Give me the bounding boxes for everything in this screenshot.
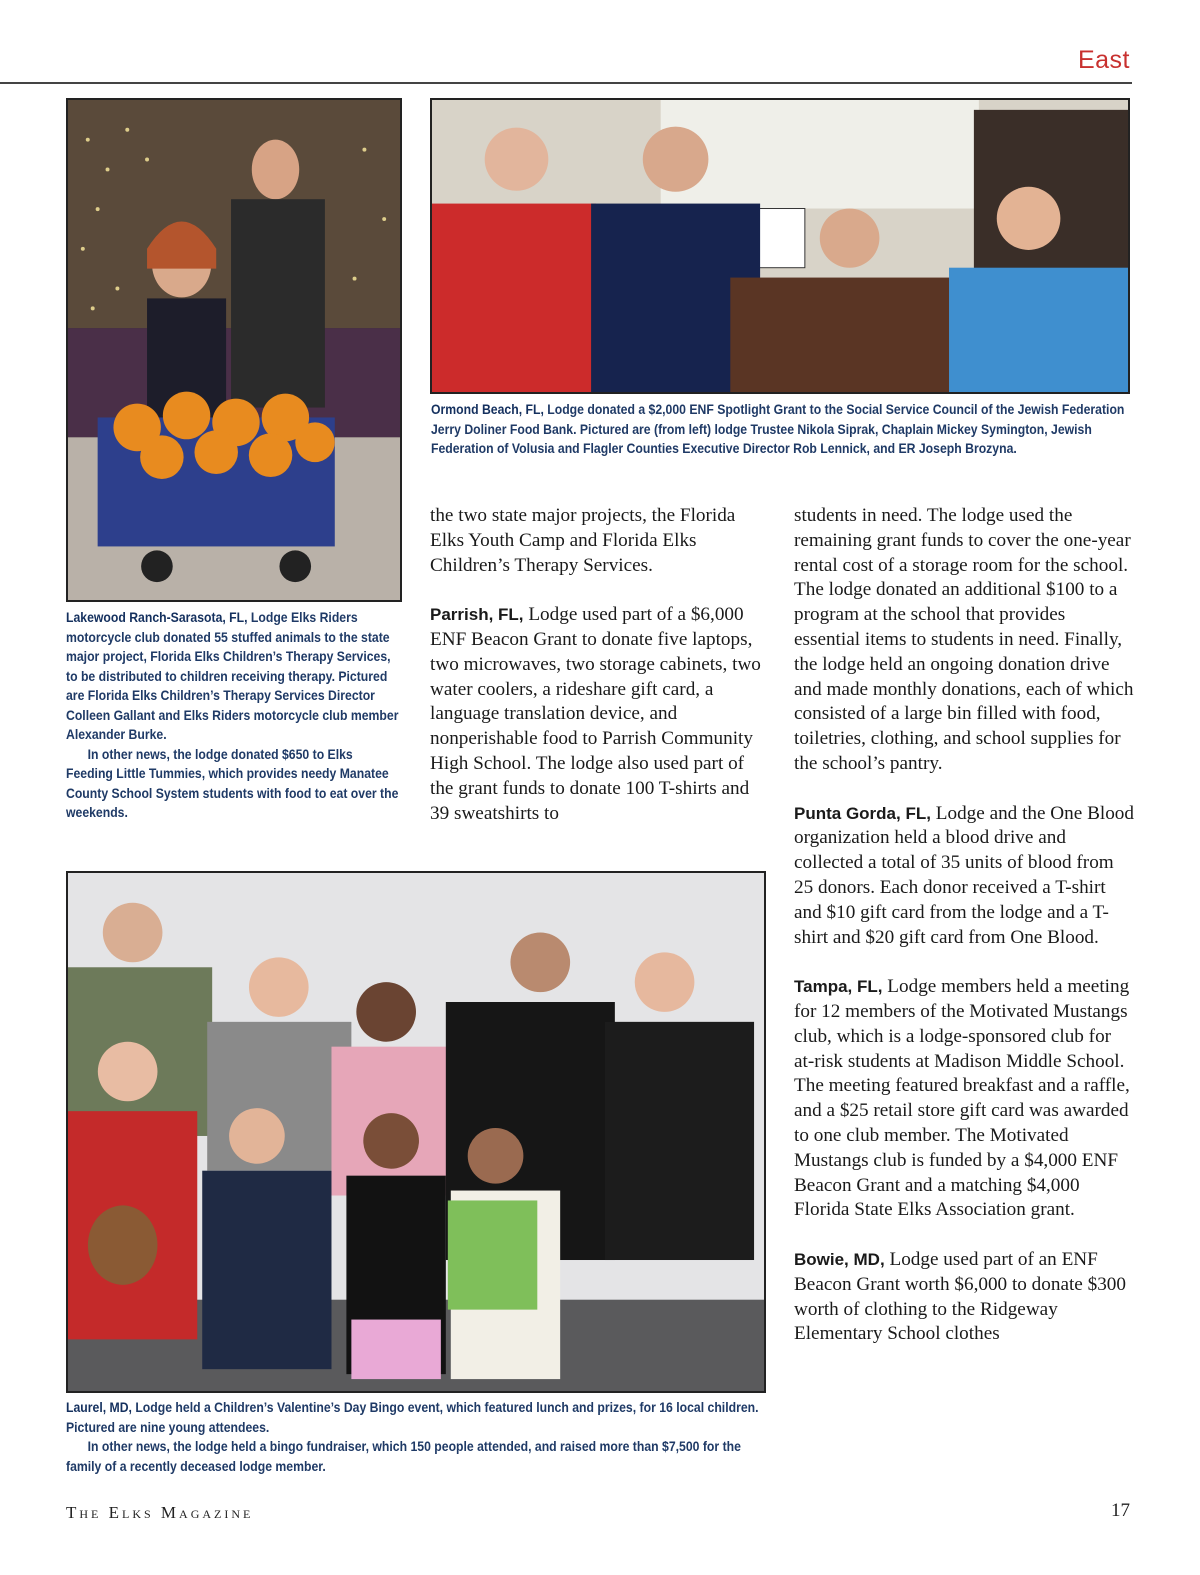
header-rule	[0, 82, 1132, 84]
lakewood-caption	[66, 608, 402, 823]
middle-continued-text: the two state major projects, the Florida Elks Youth Camp and Florida Elks Children’s Therapy Services.	[430, 505, 736, 576]
laurel-photo	[66, 871, 766, 1393]
bowie-place: Bowie, MD,	[794, 1249, 885, 1269]
lakewood-caption-extra: In other news, the lodge donated $650 to Elks Feeding Little Tummies, which provides needy Manatee County School System students with food to eat over the weekends.	[66, 746, 399, 820]
parrish-place: Parrish, FL,	[430, 605, 524, 625]
right-continued-text: students in need. The lodge used the remaining grant funds to cover the one-year rental cost of a storage room for the school. The lodge donated an additional $100 to a program at the school that provides essential items to students in need. Finally, the lodge held an ongoing donation drive and made monthly donations, each of which consisted of a large bin filled with food, toiletries, clothing, and school supplies for the school’s pantry.	[794, 505, 1134, 774]
tampa-text: Lodge members held a meeting for 12 members of the Motivated Mustangs club, which is a lodge-sponsored club for at-risk students at Madison Middle School. The meeting featured breakfast and a raffle, and a $25 retail store gift card was awarded to one club member. The Motivated Mustangs club is funded by a $4,000 ENF Beacon Grant and a matching $4,000 Florida State Elks Association grant.	[794, 976, 1130, 1221]
laurel-caption	[66, 1398, 763, 1476]
laurel-photo-image	[68, 873, 764, 1391]
ormond-photo	[430, 98, 1130, 394]
lakewood-photo-image	[68, 100, 400, 600]
ormond-caption	[431, 400, 1129, 459]
lakewood-caption-text: Lodge Elks Riders motorcycle club donated 55 stuffed animals to the state major project, Florida Elks Children’s Therapy Services, to be distributed to children receiving therapy. Pictured are Florida Elks Children’s Therapy Services Director Colleen Gallant and Elks Riders motorcycle club member Alexander Burke.	[66, 610, 399, 742]
ormond-photo-image	[432, 100, 1128, 392]
magazine-title: The Elks Magazine	[66, 1503, 254, 1522]
middle-column	[430, 504, 770, 826]
lakewood-caption-place: Lakewood Ranch-Sarasota, FL,	[66, 610, 248, 625]
tampa-place: Tampa, FL,	[794, 977, 883, 997]
right-column	[794, 504, 1136, 1347]
punta-gorda-text: Lodge and the One Blood organization held a blood drive and collected a total of 35 units of blood from 25 donors. Each donor received a T-shirt and $10 gift card from the lodge and a T-shirt and $20 gift card from One Blood.	[794, 802, 1134, 948]
section-label: East	[1077, 46, 1130, 74]
ormond-caption-text: Lodge donated a $2,000 ENF Spotlight Grant to the Social Service Council of the Jewish Federation Jerry Doliner Food Bank. Pictured are (from left) lodge Trustee Nikola Siprak, Chaplain Mickey Symington, Jewish Federation of Volusia and Flagler Counties Executive Director Rob Lennick, and ER Joseph Brozyna.	[431, 402, 1125, 456]
page-number: 17	[1111, 1500, 1130, 1521]
ormond-caption-place: Ormond Beach, FL,	[431, 402, 544, 417]
laurel-caption-text: Lodge held a Children’s Valentine’s Day Bingo event, which featured lunch and prizes, for 16 local children. Pictured are nine young attendees.	[66, 1400, 759, 1435]
laurel-caption-place: Laurel, MD,	[66, 1400, 132, 1415]
lakewood-photo	[66, 98, 402, 602]
parrish-text: Lodge used part of a $6,000 ENF Beacon Grant to donate five laptops, two microwaves, two storage cabinets, two water coolers, a rideshare gift card, a language translation device, and nonperishable food to Parrish Community High School. The lodge also used part of the grant funds to donate 100 T-shirts and 39 sweatshirts to	[430, 604, 761, 824]
laurel-caption-extra: In other news, the lodge held a bingo fundraiser, which 150 people attended, and raised more than $7,500 for the family of a recently deceased lodge member.	[66, 1439, 741, 1474]
bowie-text: Lodge used part of an ENF Beacon Grant worth $6,000 to donate $300 worth of clothing to the Ridgeway Elementary School clothes	[794, 1248, 1126, 1345]
punta-gorda-place: Punta Gorda, FL,	[794, 803, 931, 823]
